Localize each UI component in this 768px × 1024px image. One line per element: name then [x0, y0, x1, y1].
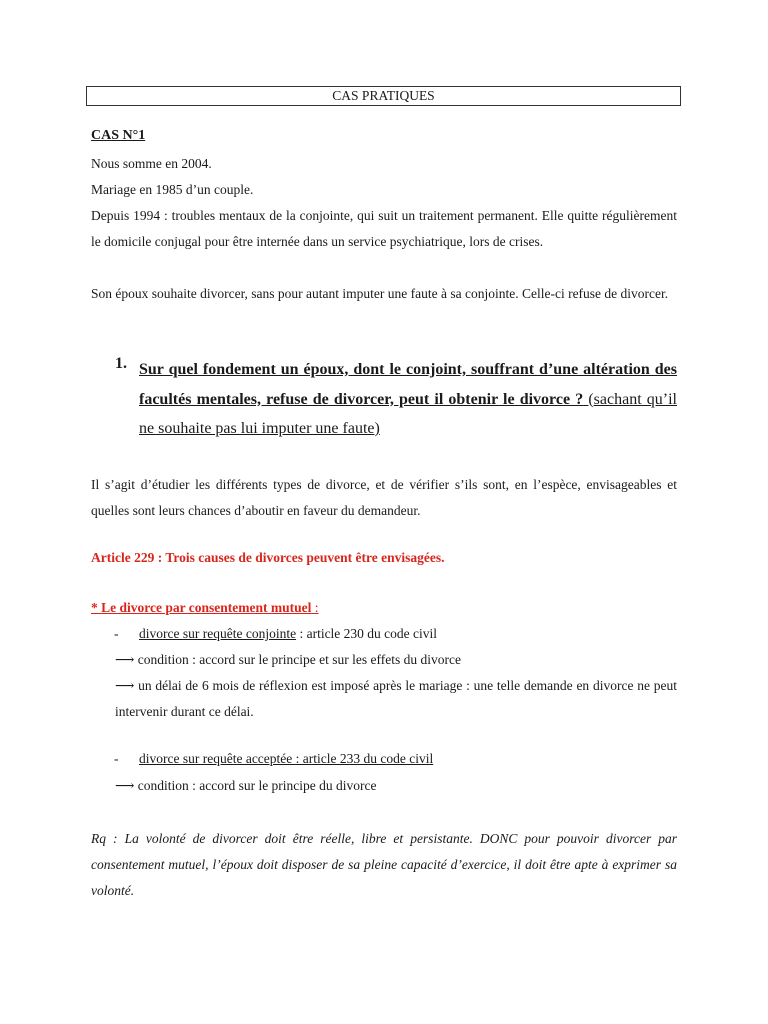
- paragraph-facts: Depuis 1994 : troubles mentaux de la conjointe, qui suit un traitement permanent. Elle quitte régulièrement le domicile conjugal pour être internée dans un service psychiatrique, lors de crises.: [91, 208, 677, 249]
- paragraph-spouse: Son époux souhaite divorcer, sans pour autant imputer une faute à sa conjointe. Celle-ci refuse de divorcer.: [91, 286, 669, 301]
- item2-dash: -: [114, 751, 119, 766]
- section-label: Le divorce par consentement mutuel: [101, 600, 312, 615]
- item1-condition-2: ⟶ un délai de 6 mois de réflexion est imposé après le mariage : une telle demande en divorce ne peut intervenir durant ce délai.: [115, 678, 677, 719]
- question-bold: Sur quel fondement un époux, dont le conjoint, souffrant d’une altération des facultés mentales, refuse de divorcer, peut il obtenir le divorce ?: [139, 361, 677, 408]
- section-suffix: :: [311, 600, 319, 615]
- question-tail: (sachant qu’il ne souhaite pas lui imputer une faute): [139, 390, 677, 437]
- question-text: [139, 355, 677, 444]
- document-title: CAS PRATIQUES: [86, 86, 681, 106]
- case-heading: CAS N°1: [91, 128, 146, 143]
- item1-title: [139, 626, 437, 642]
- remark-note: Rq : La volonté de divorcer doit être réelle, libre et persistante. DONC pour pouvoir divorcer par consentement mutuel, l’époux doit disposer de sa pleine capacité d’exercice, il doit être apte à exprimer sa volonté.: [91, 831, 677, 898]
- question-number: 1.: [115, 355, 127, 372]
- intro-line-2: Mariage en 1985 d’un couple.: [91, 182, 254, 197]
- item1-rest: : article 230 du code civil: [296, 626, 438, 641]
- analysis-paragraph: Il s’agit d’étudier les différents types de divorce, et de vérifier s’ils sont, en l’espèce, envisageables et quelles sont leurs chances d’aboutir en faveur du demandeur.: [91, 477, 677, 518]
- item2-title: [139, 751, 433, 767]
- item1-dash: -: [114, 626, 119, 641]
- item2-underlined: divorce sur requête acceptée : article 233 du code civil: [139, 751, 434, 766]
- section-prefix: *: [91, 600, 102, 615]
- section-heading: [91, 600, 319, 616]
- item1-condition-1: ⟶ condition : accord sur le principe et sur les effets du divorce: [115, 652, 461, 667]
- article-heading: Article 229 : Trois causes de divorces peuvent être envisagées.: [91, 550, 445, 565]
- item1-underlined: divorce sur requête conjointe: [139, 626, 297, 641]
- item2-condition-1: ⟶ condition : accord sur le principe du divorce: [115, 778, 377, 793]
- intro-line-1: Nous somme en 2004.: [91, 156, 212, 171]
